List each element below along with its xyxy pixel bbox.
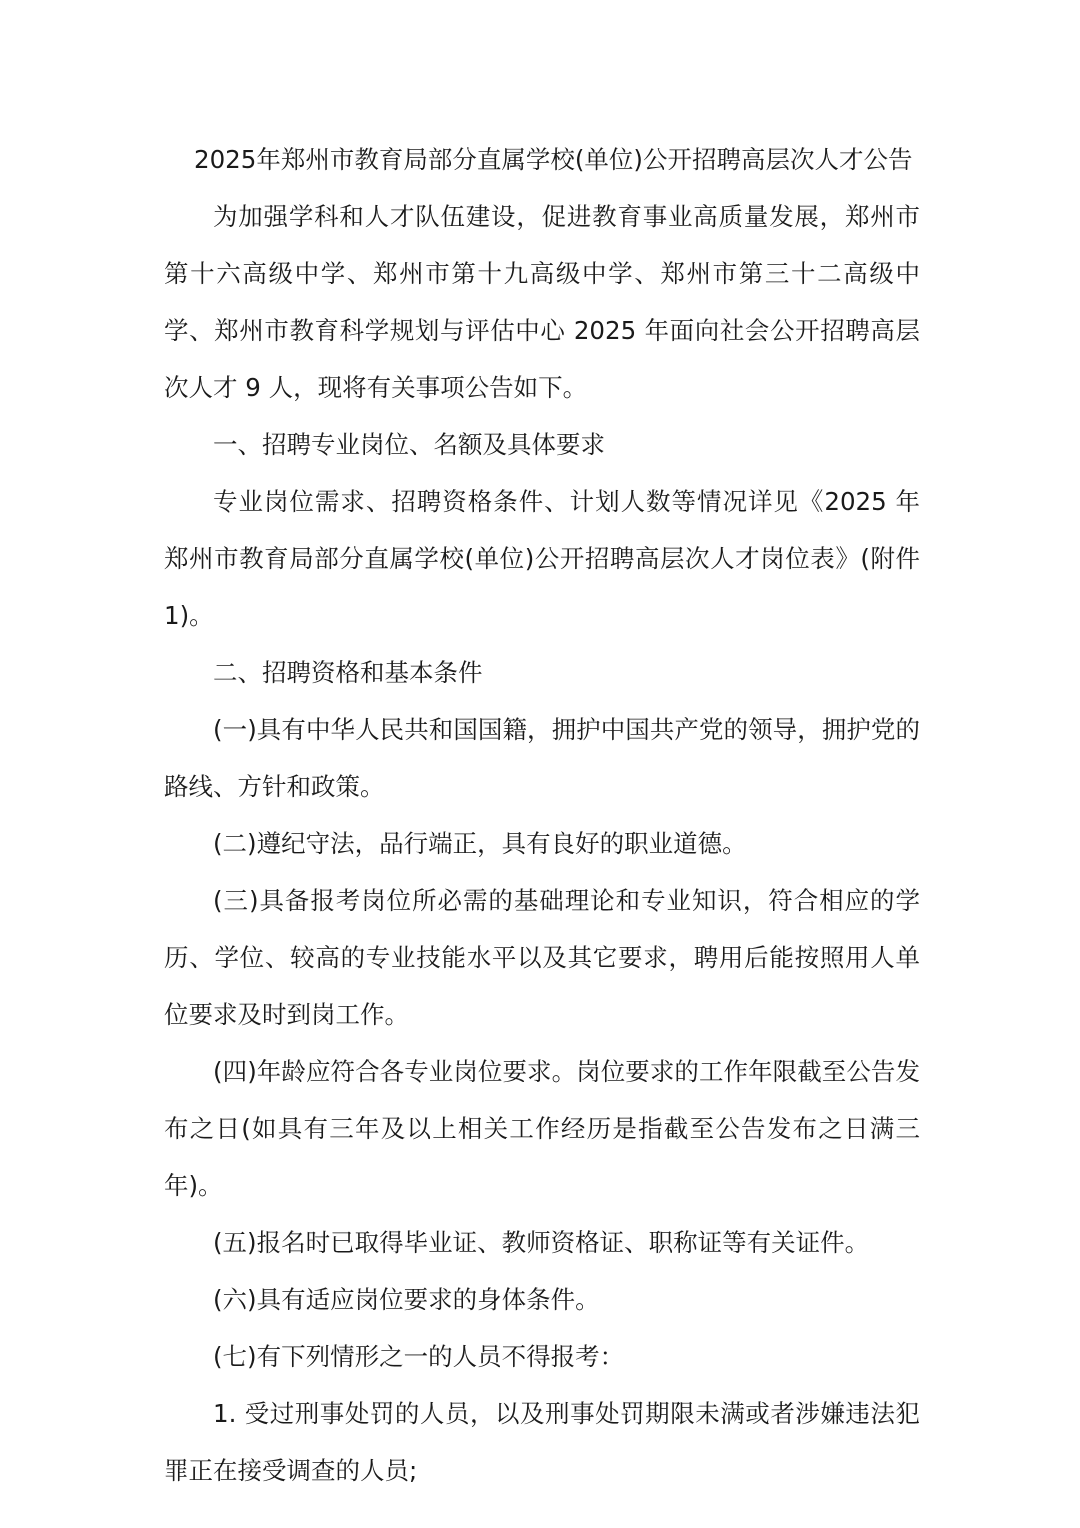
exclusion-item-1: 1. 受过刑事处罚的人员，以及刑事处罚期限未满或者涉嫌违法犯罪正在接受调查的人员; (164, 1399, 920, 1485)
intro-paragraph: 为加强学科和人才队伍建设，促进教育事业高质量发展，郑州市第十六高级中学、郑州市第十九高级中学、郑州市第三十二高级中学、郑州市教育科学规划与评估中心 2025 年面向社会公开招聘高层次人才 9 人，现将有关事项公告如下。 (164, 202, 920, 402)
condition-item-3: (三)具备报考岗位所必需的基础理论和专业知识，符合相应的学历、学位、较高的专业技能水平以及其它要求，聘用后能按照用人单位要求及时到岗工作。 (164, 886, 920, 1029)
section-heading-2: 二、招聘资格和基本条件 (213, 658, 483, 687)
condition-item-4: (四)年龄应符合各专业岗位要求。岗位要求的工作年限截至公告发布之日(如具有三年及以上相关工作经历是指截至公告发布之日满三年)。 (164, 1057, 920, 1200)
condition-item-6: (六)具有适应岗位要求的身体条件。 (213, 1285, 600, 1314)
document-title: 2025年郑州市教育局部分直属学校(单位)公开招聘高层次人才公告 (194, 145, 913, 174)
condition-item-5: (五)报名时已取得毕业证、教师资格证、职称证等有关证件。 (213, 1228, 870, 1257)
condition-item-1: (一)具有中华人民共和国国籍，拥护中国共产党的领导，拥护党的路线、方针和政策。 (164, 715, 920, 801)
condition-item-7: (七)有下列情形之一的人员不得报考： (213, 1342, 625, 1371)
condition-item-2: (二)遵纪守法，品行端正，具有良好的职业道德。 (213, 829, 747, 858)
section-heading-1: 一、招聘专业岗位、名额及具体要求 (213, 430, 605, 459)
document-body (164, 131, 920, 1499)
section-1-body: 专业岗位需求、招聘资格条件、计划人数等情况详见《2025 年郑州市教育局部分直属学校(单位)公开招聘高层次人才岗位表》(附件 1)。 (164, 487, 921, 630)
